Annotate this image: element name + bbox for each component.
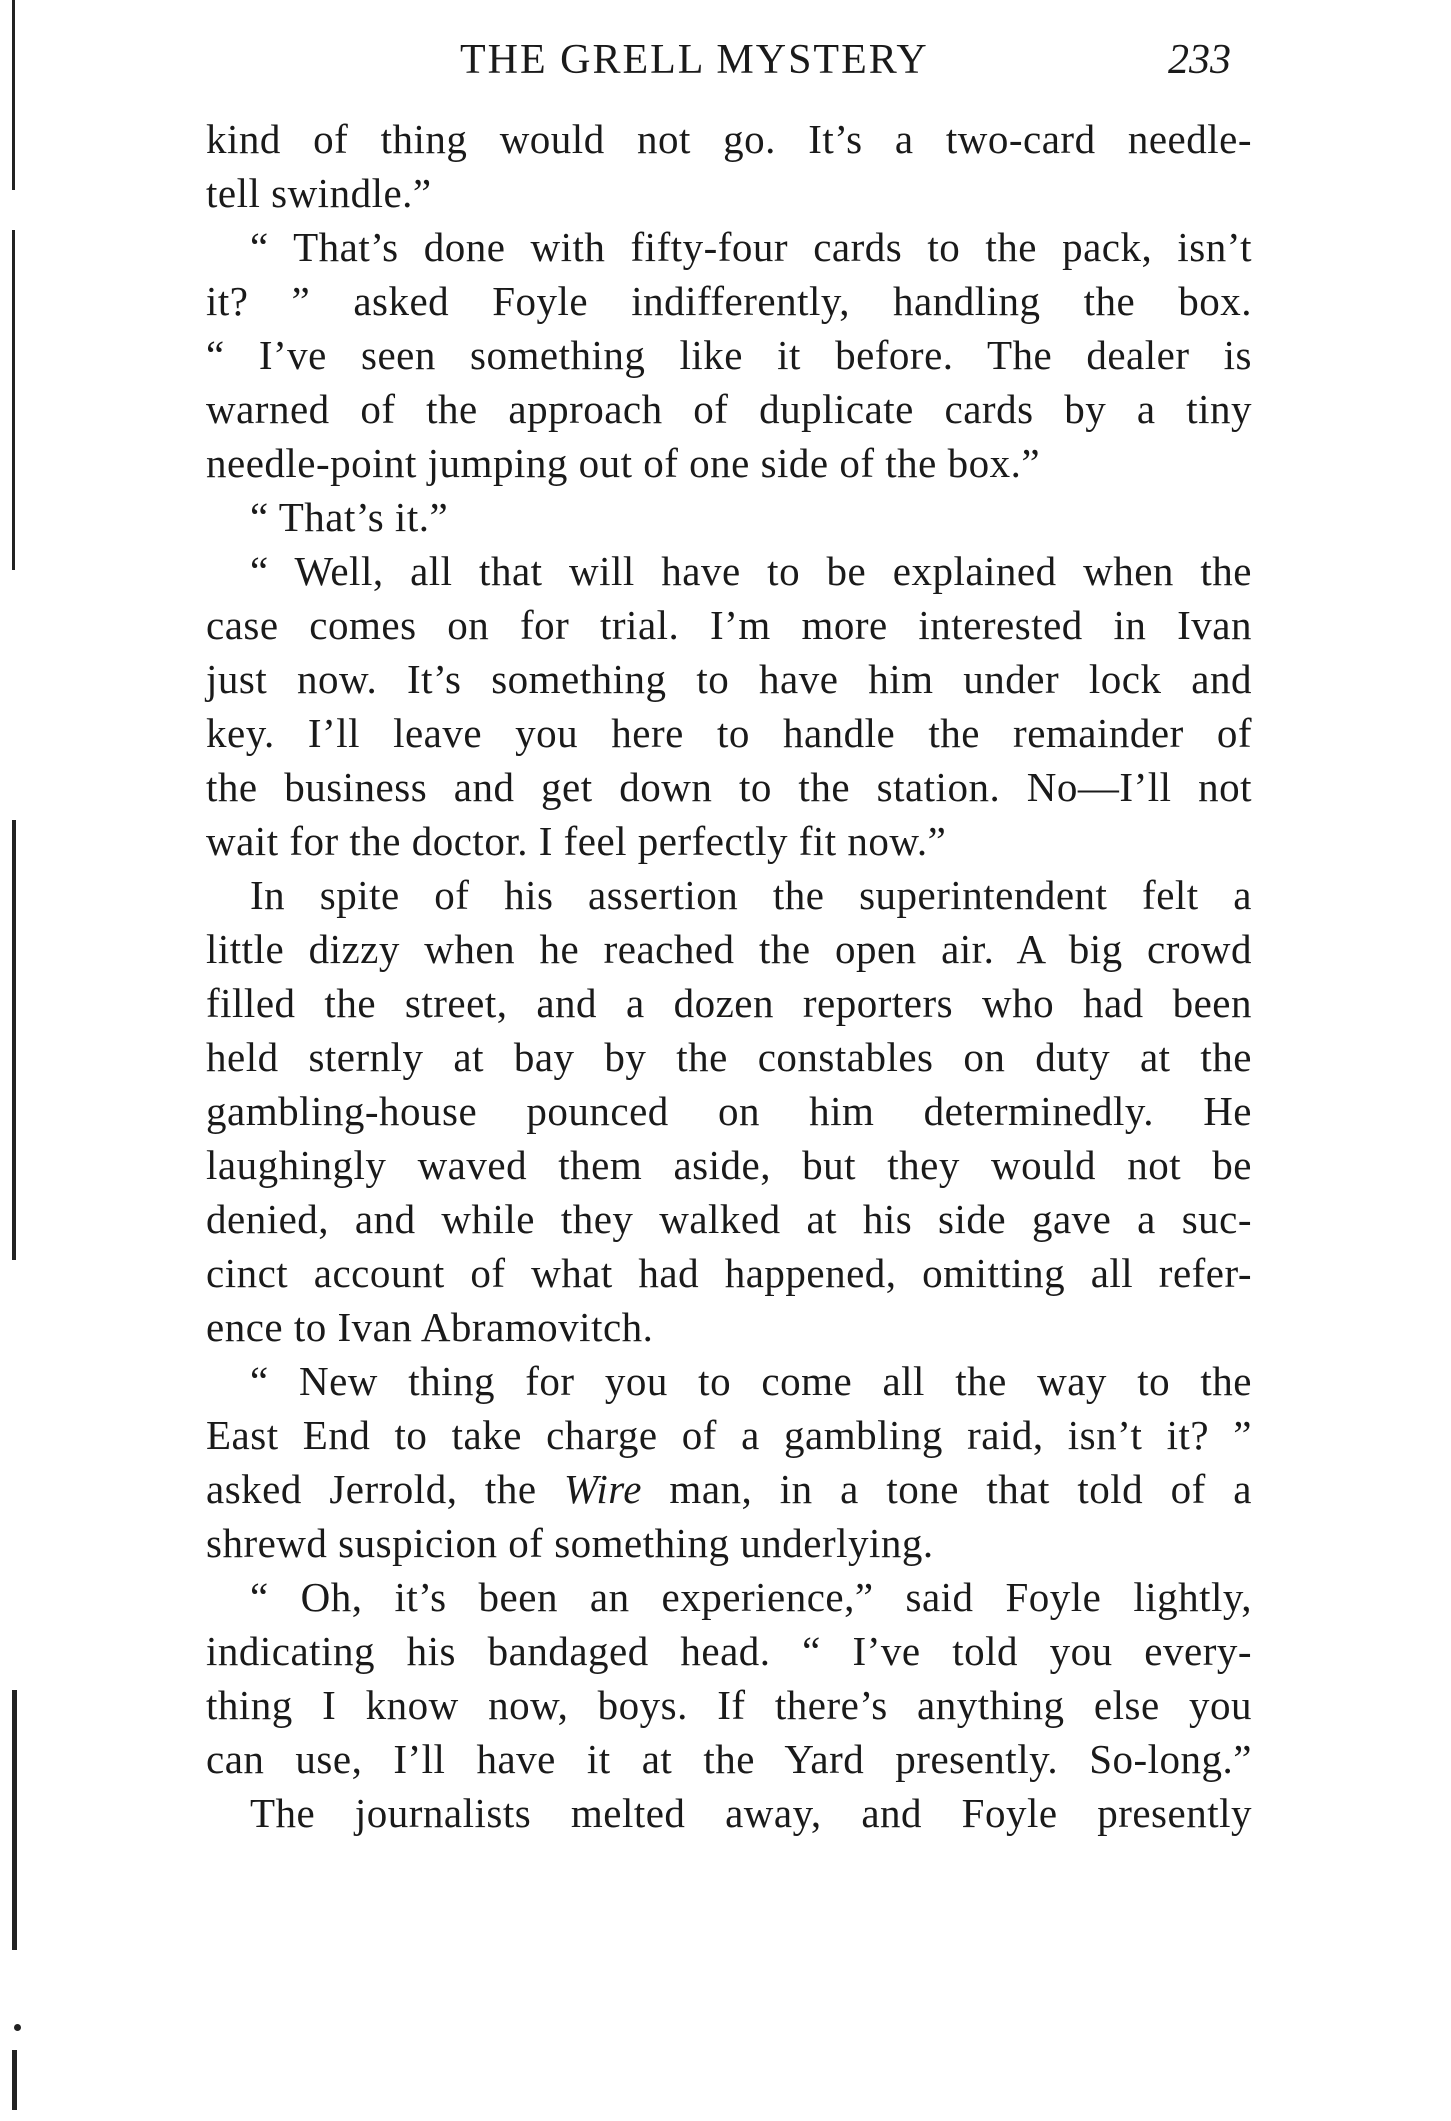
page-number: 233 (1168, 37, 1231, 83)
newspaper-title: Wire (564, 1466, 642, 1512)
text-line: indicating his bandaged head. “ I’ve told you every- (206, 1628, 1252, 1674)
text-line (206, 1462, 1252, 1516)
text-line: needle-point jumping out of one side of the box.” (206, 440, 1041, 486)
text-line: case comes on for trial. I’m more interested in Ivan (206, 602, 1252, 648)
text-segment: man, in a tone that told of a (641, 1466, 1252, 1512)
text-line: East End to take charge of a gambling raid, isn’t it? ” (206, 1412, 1252, 1458)
text-line: thing I know now, boys. If there’s anything else you (206, 1682, 1252, 1728)
text-line: the business and get down to the station. No—I’ll not (206, 764, 1252, 810)
text-line: “ New thing for you to come all the way to the (250, 1358, 1252, 1404)
text-line: warned of the approach of duplicate cards by a tiny (206, 386, 1252, 432)
text-line: “ That’s it.” (250, 494, 449, 540)
text-line: In spite of his assertion the superintendent felt a (250, 872, 1252, 918)
text-line: laughingly waved them aside, but they would not be (206, 1142, 1252, 1188)
text-line: key. I’ll leave you here to handle the remainder of (206, 710, 1252, 756)
text-line: “ I’ve seen something like it before. The dealer is (206, 332, 1252, 378)
binding-edge-shadow (12, 2050, 17, 2110)
scan-speck (14, 2024, 21, 2031)
text-line: filled the street, and a dozen reporters who had been (206, 980, 1252, 1026)
text-line: “ Oh, it’s been an experience,” said Foyle lightly, (250, 1574, 1252, 1620)
binding-edge-shadow (12, 230, 15, 570)
text-line: shrewd suspicion of something underlying. (206, 1520, 934, 1566)
text-line: “ Well, all that will have to be explained when the (250, 548, 1252, 594)
text-line: kind of thing would not go. It’s a two-card needle- (206, 116, 1252, 162)
text-line: The journalists melted away, and Foyle presently (250, 1790, 1252, 1836)
text-line: little dizzy when he reached the open air. A big crowd (206, 926, 1252, 972)
text-line: wait for the doctor. I feel perfectly fit now.” (206, 818, 947, 864)
binding-edge-shadow (12, 820, 16, 1260)
text-line: denied, and while they walked at his side gave a suc- (206, 1196, 1252, 1242)
running-title: THE GRELL MYSTERY (460, 37, 929, 83)
text-line: tell swindle.” (206, 170, 432, 216)
body-text (206, 112, 1252, 1840)
text-line: cinct account of what had happened, omitting all refer- (206, 1250, 1252, 1296)
text-line: gambling-house pounced on him determinedly. He (206, 1088, 1252, 1134)
text-line: just now. It’s something to have him under lock and (206, 656, 1252, 702)
binding-edge-shadow (12, 1690, 17, 1950)
running-head (0, 28, 1451, 98)
text-line: ence to Ivan Abramovitch. (206, 1304, 654, 1350)
text-line: it? ” asked Foyle indifferently, handling the box. (206, 278, 1252, 324)
text-line: “ That’s done with fifty-four cards to the pack, isn’t (250, 224, 1252, 270)
text-line: held sternly at bay by the constables on duty at the (206, 1034, 1252, 1080)
text-line: can use, I’ll have it at the Yard presently. So-long.” (206, 1736, 1252, 1782)
text-segment: asked Jerrold, the (206, 1466, 565, 1512)
